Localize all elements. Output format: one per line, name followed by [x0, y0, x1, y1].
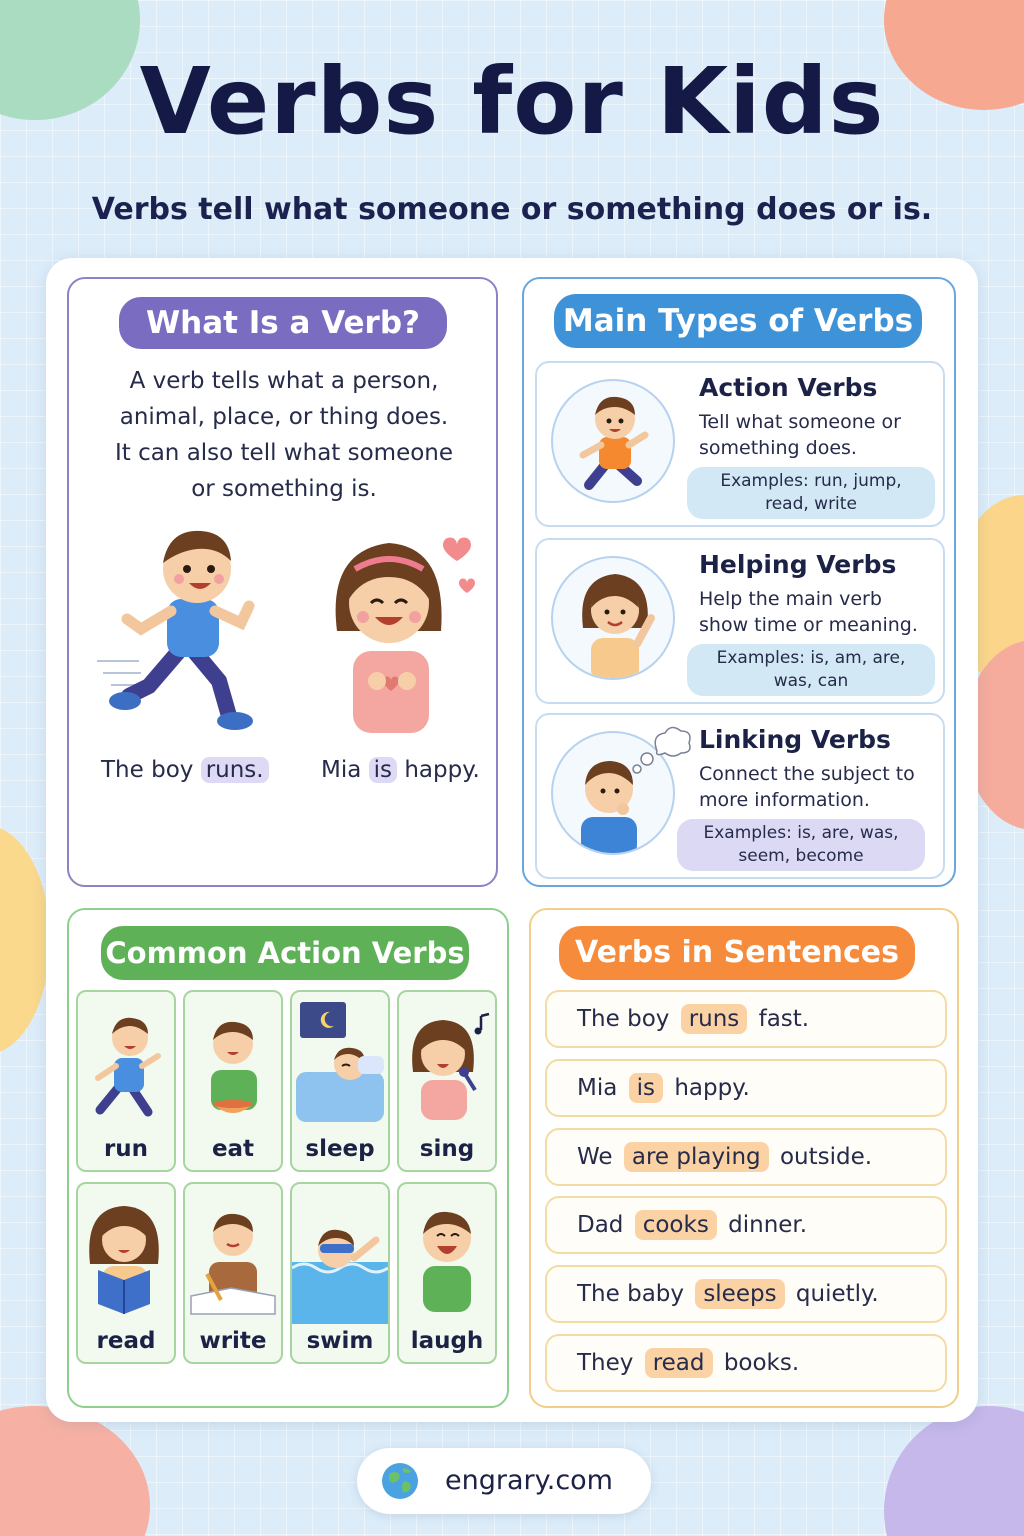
verb-label: sing — [419, 1136, 475, 1162]
sentence-text: dinner. — [728, 1212, 808, 1238]
examples-line: was, can — [773, 671, 849, 691]
type-card-helping — [535, 538, 945, 704]
caption-text: Mia — [321, 757, 362, 783]
verb-tile-write — [183, 1182, 283, 1364]
sentence-text: The baby — [577, 1281, 684, 1307]
sentence-text: quietly. — [795, 1281, 879, 1307]
type-title: Helping Verbs — [699, 550, 897, 579]
decor-blob — [0, 1406, 150, 1536]
sentence-verb-highlight: is — [629, 1073, 663, 1103]
caption-verb-highlight: is — [369, 757, 397, 783]
laugh-icon — [399, 1184, 495, 1324]
sentence-row — [545, 1128, 947, 1186]
verb-label: eat — [211, 1136, 255, 1162]
what-is-verb-panel — [67, 277, 498, 887]
type-description: Connect the subject to more information. — [699, 763, 915, 811]
common-verbs-heading: Common Action Verbs — [101, 926, 469, 980]
sentence-row — [545, 1196, 947, 1254]
verb-label: run — [103, 1136, 149, 1162]
sing-icon — [399, 992, 495, 1132]
sentence-verb-highlight: sleeps — [695, 1279, 784, 1309]
sentence-verb-highlight: cooks — [635, 1210, 717, 1240]
verb-label: swim — [306, 1328, 374, 1354]
caption-text: The boy — [101, 757, 194, 783]
footer-site-link[interactable]: engrary.com — [445, 1465, 613, 1496]
page-title: Verbs for Kids — [139, 48, 885, 155]
verb-label: write — [199, 1328, 267, 1354]
sentence-verb-highlight: read — [645, 1348, 713, 1378]
happy-girl-illustration — [317, 521, 487, 741]
type-title: Linking Verbs — [699, 725, 891, 754]
swim-icon — [292, 1184, 388, 1324]
type-examples — [677, 819, 925, 871]
sentences-panel — [529, 908, 959, 1408]
eat-icon — [185, 992, 281, 1132]
sentence-verb-highlight: are playing — [624, 1142, 769, 1172]
sentence-text: fast. — [758, 1006, 810, 1032]
verb-tile-read — [76, 1182, 176, 1364]
sentence-text: They — [577, 1350, 634, 1376]
type-card-action — [535, 361, 945, 527]
verb-tile-sing — [397, 990, 497, 1172]
definition-line: or something is. — [191, 476, 377, 502]
sentence-row — [545, 1059, 947, 1117]
verb-label: read — [96, 1328, 156, 1354]
run-icon — [78, 992, 174, 1132]
verb-tile-run — [76, 990, 176, 1172]
examples-line: Examples: run, jump, — [720, 471, 902, 491]
definition-line: animal, place, or thing does. — [119, 404, 449, 430]
verb-tile-swim — [290, 1182, 390, 1364]
sentence-text: We — [577, 1144, 613, 1170]
globe-icon — [381, 1462, 419, 1500]
sentence-row — [545, 1334, 947, 1392]
sentence-verb-highlight: runs — [681, 1004, 748, 1034]
sentence-text: outside. — [779, 1144, 873, 1170]
verb-label: sleep — [305, 1136, 375, 1162]
examples-line: seem, become — [738, 846, 864, 866]
action-verb-illustration — [551, 379, 675, 503]
type-description: Help the main verb show time or meaning. — [699, 588, 918, 636]
sleep-icon — [292, 992, 388, 1132]
caption-verb-highlight: runs. — [201, 757, 269, 783]
what-is-verb-heading: What Is a Verb? — [119, 297, 447, 349]
sentence-text: The boy — [577, 1006, 670, 1032]
type-examples — [687, 467, 935, 519]
caption-text: happy. — [404, 757, 480, 783]
type-card-linking — [535, 713, 945, 879]
verb-tile-laugh — [397, 1182, 497, 1364]
sentence-text: Mia — [577, 1075, 618, 1101]
running-boy-illustration — [89, 511, 289, 741]
common-verbs-panel — [67, 908, 509, 1408]
example-caption-boy — [101, 757, 269, 783]
decor-blob — [884, 1406, 1024, 1536]
sentence-text: Dad — [577, 1212, 624, 1238]
read-icon — [78, 1184, 174, 1324]
page-subtitle: Verbs tell what someone or something does or is. — [91, 192, 933, 227]
examples-line: Examples: is, are, was, — [703, 823, 899, 843]
verb-tile-sleep — [290, 990, 390, 1172]
write-icon — [185, 1184, 281, 1324]
verb-types-panel — [522, 277, 956, 887]
type-examples — [687, 644, 935, 696]
verb-definition — [99, 363, 469, 507]
sentence-row — [545, 990, 947, 1048]
thought-bubble-icon — [627, 721, 697, 777]
sentence-text: books. — [723, 1350, 800, 1376]
definition-line: It can also tell what someone — [114, 440, 454, 466]
type-description: Tell what someone or something does. — [699, 411, 901, 459]
examples-line: read, write — [765, 494, 857, 514]
verb-label: laugh — [410, 1328, 484, 1354]
verb-tile-eat — [183, 990, 283, 1172]
definition-line: A verb tells what a person, — [129, 368, 439, 394]
type-title: Action Verbs — [699, 373, 878, 402]
sentence-row — [545, 1265, 947, 1323]
example-caption-mia — [321, 757, 480, 783]
footer-site-badge[interactable] — [357, 1448, 651, 1514]
sentences-heading: Verbs in Sentences — [559, 926, 915, 980]
decor-blob — [0, 825, 50, 1055]
verb-types-heading: Main Types of Verbs — [554, 294, 922, 348]
sentence-text: happy. — [674, 1075, 750, 1101]
helping-verb-illustration — [551, 556, 675, 680]
examples-line: Examples: is, am, are, — [716, 648, 906, 668]
